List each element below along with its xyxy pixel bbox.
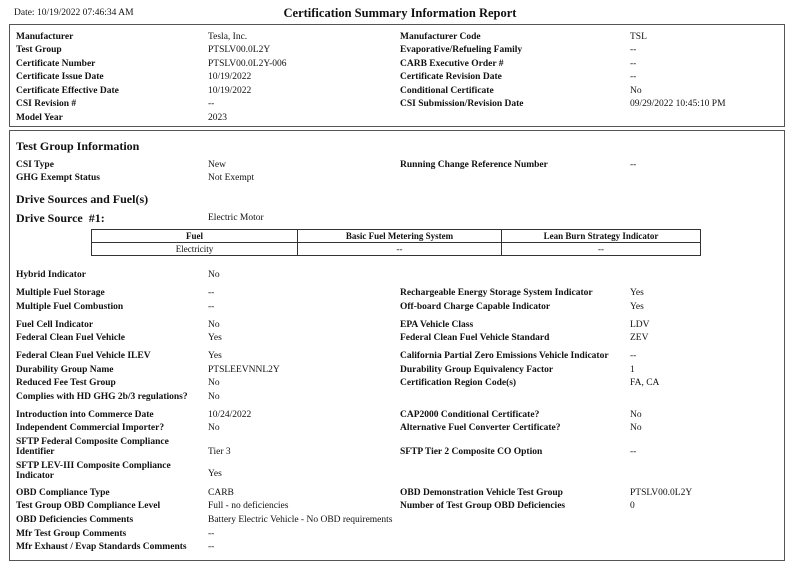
region-codes-value: FA, CA bbox=[630, 378, 660, 388]
summary-box bbox=[9, 24, 785, 127]
obd-compliance-type-value: CARB bbox=[208, 488, 234, 498]
evap-family-value: -- bbox=[630, 45, 637, 55]
csi-submission-date-label: CSI Submission/Revision Date bbox=[400, 99, 524, 109]
cap2000-label: CAP2000 Conditional Certificate? bbox=[400, 410, 540, 420]
obd-num-deficiencies-label: Number of Test Group OBD Deficiencies bbox=[400, 501, 566, 511]
hd-ghg-value: No bbox=[208, 392, 220, 402]
mfr-test-group-comments-label: Mfr Test Group Comments bbox=[16, 529, 127, 539]
federal-clean-fuel-standard-label: Federal Clean Fuel Vehicle Standard bbox=[400, 333, 550, 343]
reduced-fee-value: No bbox=[208, 378, 220, 388]
certificate-number-label: Certificate Number bbox=[16, 59, 96, 69]
obd-demo-label: OBD Demonstration Vehicle Test Group bbox=[400, 488, 563, 498]
multiple-fuel-storage-label: Multiple Fuel Storage bbox=[16, 288, 105, 298]
conditional-certificate-label: Conditional Certificate bbox=[400, 86, 494, 96]
drive-source-label: Drive Source #1: bbox=[16, 211, 105, 225]
manufacturer-value: Tesla, Inc. bbox=[208, 32, 248, 42]
mfr-test-group-comments-value: -- bbox=[208, 529, 215, 539]
sftp-federal-value: Tier 3 bbox=[208, 447, 231, 457]
reduced-fee-label: Reduced Fee Test Group bbox=[16, 378, 116, 388]
certificate-number-value: PTSLV00.0L2Y-006 bbox=[208, 59, 287, 69]
fuel-cell-indicator-label: Fuel Cell Indicator bbox=[16, 320, 94, 330]
certificate-effective-date-value: 10/19/2022 bbox=[208, 86, 252, 96]
evap-family-label: Evaporative/Refueling Family bbox=[400, 45, 523, 55]
hybrid-indicator-label: Hybrid Indicator bbox=[16, 270, 86, 280]
csi-revision-label: CSI Revision # bbox=[16, 99, 77, 109]
region-codes-label: Certification Region Code(s) bbox=[400, 378, 517, 388]
alt-fuel-converter-value: No bbox=[630, 423, 642, 433]
certificate-issue-date-value: 10/19/2022 bbox=[208, 72, 252, 82]
drive-source-value: Electric Motor bbox=[208, 213, 264, 223]
conditional-certificate-value: No bbox=[630, 86, 642, 96]
certificate-revision-date-label: Certificate Revision Date bbox=[400, 72, 502, 82]
federal-clean-fuel-value: Yes bbox=[208, 333, 222, 343]
fuel-table bbox=[91, 229, 701, 256]
cap2000-value: No bbox=[630, 410, 642, 420]
epa-vehicle-class-value: LDV bbox=[630, 320, 650, 330]
running-change-value: -- bbox=[630, 160, 637, 170]
test-group-label: Test Group bbox=[16, 45, 62, 55]
rechargeable-storage-value: Yes bbox=[630, 288, 644, 298]
model-year-value: 2023 bbox=[208, 113, 227, 123]
report-date: Date: 10/19/2022 07:46:34 AM bbox=[14, 8, 134, 18]
obd-compliance-type-label: OBD Compliance Type bbox=[16, 488, 110, 498]
hd-ghg-label: Complies with HD GHG 2b/3 regulations? bbox=[16, 392, 188, 402]
manufacturer-label: Manufacturer bbox=[16, 32, 74, 42]
durability-factor-label: Durability Group Equivalency Factor bbox=[400, 365, 554, 375]
carb-eo-label: CARB Executive Order # bbox=[400, 59, 504, 69]
metering-column-header: Basic Fuel Metering System bbox=[298, 230, 502, 243]
csi-revision-value: -- bbox=[208, 99, 215, 109]
ghg-exempt-value: Not Exempt bbox=[208, 173, 255, 183]
federal-clean-ilev-label: Federal Clean Fuel Vehicle ILEV bbox=[16, 351, 151, 361]
sftp-lev-label-line1: SFTP LEV-III Composite Compliance bbox=[16, 461, 171, 471]
obd-deficiencies-comments-label: OBD Deficiencies Comments bbox=[16, 515, 134, 525]
offboard-charge-label: Off-board Charge Capable Indicator bbox=[400, 302, 551, 312]
obd-num-deficiencies-value: 0 bbox=[630, 501, 635, 511]
intro-commerce-label: Introduction into Commerce Date bbox=[16, 410, 154, 420]
test-group-value: PTSLV00.0L2Y bbox=[208, 45, 271, 55]
csi-type-value: New bbox=[208, 160, 226, 170]
sftp-federal-label-line1: SFTP Federal Composite Compliance bbox=[16, 437, 169, 447]
lean-burn-cell-value: -- bbox=[502, 243, 701, 256]
federal-clean-fuel-standard-value: ZEV bbox=[630, 333, 649, 343]
manufacturer-code-label: Manufacturer Code bbox=[400, 32, 481, 42]
multiple-fuel-storage-value: -- bbox=[208, 288, 215, 298]
obd-level-label: Test Group OBD Compliance Level bbox=[16, 501, 161, 511]
ghg-exempt-label: GHG Exempt Status bbox=[16, 173, 100, 183]
fuel-cell-value: Electricity bbox=[92, 243, 298, 256]
sftp-tier2-value: -- bbox=[630, 447, 637, 457]
durability-group-name-value: PTSLEEVNNL2Y bbox=[208, 365, 280, 375]
drive-sources-heading: Drive Sources and Fuel(s) bbox=[16, 192, 149, 206]
federal-clean-fuel-label: Federal Clean Fuel Vehicle bbox=[16, 333, 125, 343]
fuel-column-header: Fuel bbox=[92, 230, 298, 243]
table-row bbox=[92, 243, 701, 256]
ca-pzev-value: -- bbox=[630, 351, 637, 361]
fuel-table-header-row bbox=[92, 230, 701, 243]
certificate-effective-date-label: Certificate Effective Date bbox=[16, 86, 119, 96]
csi-submission-date-value: 09/29/2022 10:45:10 PM bbox=[630, 99, 726, 109]
sftp-tier2-label: SFTP Tier 2 Composite CO Option bbox=[400, 447, 543, 457]
running-change-label: Running Change Reference Number bbox=[400, 160, 548, 170]
multiple-fuel-combustion-value: -- bbox=[208, 302, 215, 312]
test-group-info-heading: Test Group Information bbox=[16, 139, 140, 153]
model-year-label: Model Year bbox=[16, 113, 63, 123]
carb-eo-value: -- bbox=[630, 59, 637, 69]
mfr-exhaust-comments-value: -- bbox=[208, 542, 215, 552]
obd-level-value: Full - no deficiencies bbox=[208, 501, 289, 511]
rechargeable-storage-label: Rechargeable Energy Storage System Indicator bbox=[400, 288, 593, 298]
metering-cell-value: -- bbox=[298, 243, 502, 256]
lean-burn-column-header: Lean Burn Strategy Indicator bbox=[502, 230, 701, 243]
report-title: Certification Summary Information Report bbox=[283, 6, 517, 20]
alt-fuel-converter-label: Alternative Fuel Converter Certificate? bbox=[400, 423, 561, 433]
obd-deficiencies-comments-value: Battery Electric Vehicle - No OBD requirements bbox=[208, 515, 393, 525]
certificate-revision-date-value: -- bbox=[630, 72, 637, 82]
durability-factor-value: 1 bbox=[630, 365, 635, 375]
sftp-federal-label-line2: Identifier bbox=[16, 447, 55, 457]
hybrid-indicator-value: No bbox=[208, 270, 220, 280]
independent-importer-label: Independent Commercial Importer? bbox=[16, 423, 165, 433]
sftp-lev-label-line2: Indicator bbox=[16, 471, 54, 481]
csi-type-label: CSI Type bbox=[16, 160, 54, 170]
offboard-charge-value: Yes bbox=[630, 302, 644, 312]
independent-importer-value: No bbox=[208, 423, 220, 433]
intro-commerce-value: 10/24/2022 bbox=[208, 410, 252, 420]
manufacturer-code-value: TSL bbox=[630, 32, 647, 42]
obd-demo-value: PTSLV00.0L2Y bbox=[630, 488, 693, 498]
mfr-exhaust-comments-label: Mfr Exhaust / Evap Standards Comments bbox=[16, 542, 187, 552]
multiple-fuel-combustion-label: Multiple Fuel Combustion bbox=[16, 302, 124, 312]
durability-group-name-label: Durability Group Name bbox=[16, 365, 114, 375]
sftp-lev-value: Yes bbox=[208, 469, 222, 479]
fuel-cell-indicator-value: No bbox=[208, 320, 220, 330]
federal-clean-ilev-value: Yes bbox=[208, 351, 222, 361]
epa-vehicle-class-label: EPA Vehicle Class bbox=[400, 320, 474, 330]
certificate-issue-date-label: Certificate Issue Date bbox=[16, 72, 104, 82]
ca-pzev-label: California Partial Zero Emissions Vehicle Indicator bbox=[400, 351, 609, 361]
